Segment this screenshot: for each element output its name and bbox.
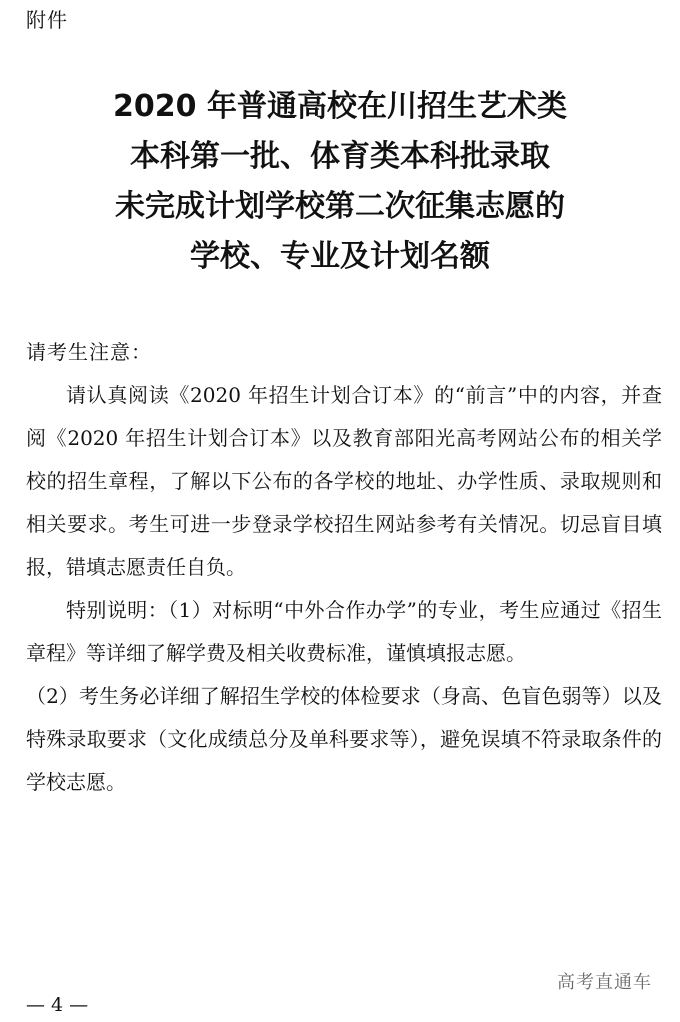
notice-paragraph-2: 特别说明：（1）对标明“中外合作办学”的专业，考生应通过《招生章程》等详细了解学费及相关收费标准，谨慎填报志愿。 xyxy=(26,598,662,665)
notice-paragraph-3: （2）考生务必详细了解招生学校的体检要求（身高、色盲色弱等）以及特殊录取要求（文化成绩总分及单科要求等），避免误填不符录取条件的学校志愿。 xyxy=(26,684,662,794)
title-line-2: 本科第一批、体育类本科批录取 xyxy=(130,139,550,174)
title-line-1: 2020 年普通高校在川招生艺术类 xyxy=(113,89,567,124)
attachment-label: 附件 xyxy=(26,8,68,32)
page-number: — 4 — xyxy=(26,994,89,1016)
notice-body xyxy=(26,331,662,804)
title-line-3: 未完成计划学校第二次征集志愿的 xyxy=(115,189,565,224)
notice-salutation: 请考生注意： xyxy=(26,340,152,364)
notice-paragraph-1: 请认真阅读《2020 年招生计划合订本》的“前言”中的内容，并查阅《2020 年招生计划合订本》以及教育部阳光高考网站公布的相关学校的招生章程，了解以下公布的各学校的地址、办学性质、录取规则和相关要求。考生可进一步登录学校招生网站参考有关情况。切忌盲目填报，错填志愿责任自负。 xyxy=(26,383,662,579)
document-title xyxy=(0,82,680,282)
title-line-4: 学校、专业及计划名额 xyxy=(190,239,490,274)
watermark-text: 高考直通车 xyxy=(557,972,652,993)
